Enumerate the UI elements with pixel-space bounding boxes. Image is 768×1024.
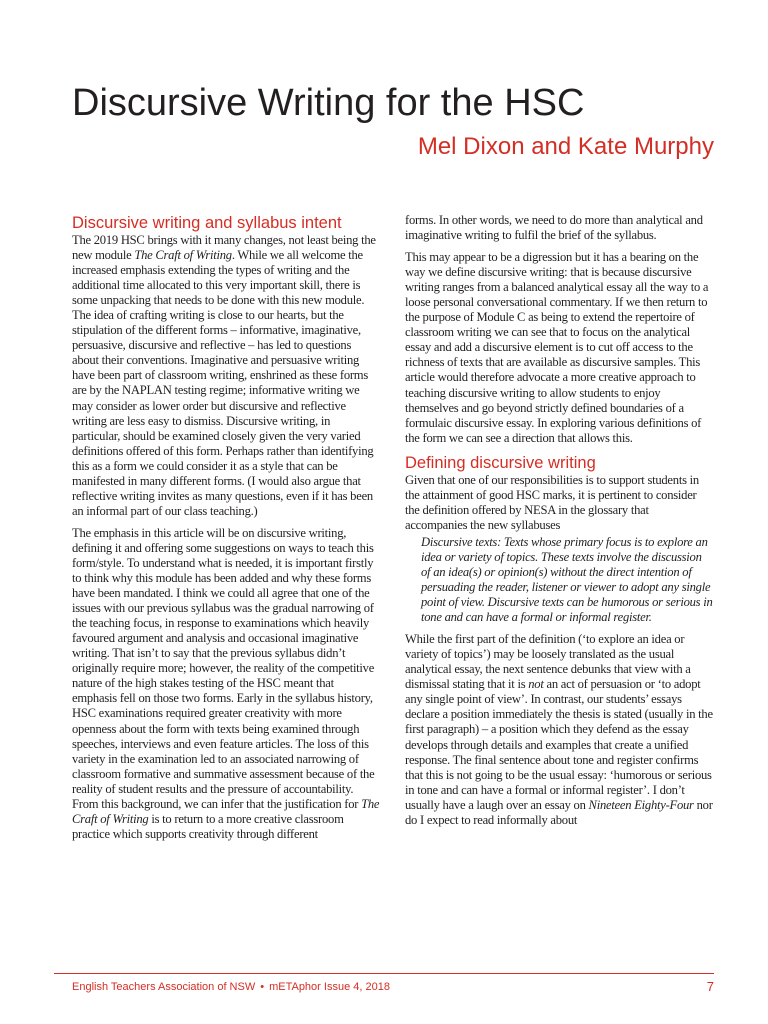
footer-organisation: English Teachers Association of NSW [72,981,256,993]
italic-title: Nineteen Eighty-Four [588,797,694,812]
block-quote: Discursive texts: Texts whose primary focus is to explore an idea or variety of topics. These texts involve the discussion of an idea(s) or opinion(s) without the direct intention of persuading the reader, listener or viewer to adopt any single point of view. Discursive texts can be humorous or serious in tone and can have a formal or informal register. [421,534,713,625]
italic-title: The Craft of Writing [72,796,380,826]
section-heading-defining: Defining discursive writing [405,453,596,472]
section-heading-syllabus-intent: Discursive writing and syllabus intent [72,214,342,232]
left-column [72,213,380,849]
footer-issue: mETAphor Issue 4, 2018 [269,981,390,993]
paragraph: The 2019 HSC brings with it many changes, not least being the new module The Craft of Writing. While we all welcome the increased emphasis extending the types of writing and the additional time allocated to this very important skill, there is some unpacking that needs to be done with this new module. The idea of crafting writing is close to our hearts, but the stipulation of the different forms – informative, imaginative, persuasive, discursive and reflective – has led to questions about their conventions. Imaginative and persuasive writing have been part of classroom writing, enshrined as these forms are by the NAPLAN testing regime; informative writing we may consider as lower order but discursive and reflective writing are less easy to dismiss. Discursive writing, in particular, should be examined closely given the very varied definitions offered of this form. Perhaps rather than identifying this as a form we could consider it as a style that can be manifested in many different forms. (I would also argue that reflective writing invites as many questions, even if it has been an informal part of our class teaching.) [72,233,376,518]
article-title: Discursive Writing for the HSC [72,82,585,124]
paragraph: forms. In other words, we need to do more than analytical and imaginative writing to fulfil the brief of the syllabus. [405,213,703,243]
paragraph: While the first part of the definition (‘to explore an idea or variety of topics’) may be loosely translated as the usual analytical essay, the next sentence debunks that view with a dismissal stating that it is not an act of persuasion or ‘to adopt any single point of view’. In contrast, our students’ essays declare a position immediately the thesis is stated (usually in the first paragraph) – a position which they defend as the essay develops through details and examples that create a unified response. The final sentence about tone and register confirms that this is not going to be the usual essay: ‘humorous or serious in tone and can have a formal or informal register’. I don’t usually have a laugh over an essay on Nineteen Eighty-Four nor do I expect to read informally about [405,632,713,827]
paragraph: The emphasis in this article will be on discursive writing, defining it and offering some suggestions on ways to teach this form/style. To understand what is needed, it is important firstly to think why this module has been added and why these forms have been mandated. I think we could all agree that one of the issues with our previous syllabus was the gradual narrowing of the teaching focus, in response to examinations which heavily favoured argument and analysis and occasional imaginative writing. That isn’t to say that the previous syllabus didn’t originally require more; however, the reality of the competitive nature of the high stakes testing of the HSC meant that emphasis fell on those two forms. Early in the syllabus history, HSC examinations required greater creativity with more openness about the form with texts being examined through speeches, interviews and even feature articles. The loss of this variety in the examination led to an associated narrowing of classroom formative and summative assessment because of the reality of student results and the pressure of accountability. From this background, we can infer that the justification for The Craft of Writing is to return to a more creative classroom practice which supports creativity through different [72,525,380,841]
italic-emphasis: not [528,677,544,692]
right-column [405,213,713,835]
paragraph: Given that one of our responsibilities is to support students in the attainment of good HSC marks, it is pertinent to consider the definition offered by NESA in the glossary that accompanies the new syllabuses [405,472,699,532]
page-number: 7 [706,979,714,994]
article-authors: Mel Dixon and Kate Murphy [417,133,714,160]
footer-separator: • [260,981,265,993]
italic-title: The Craft of Writing [134,248,232,263]
footer [72,980,714,994]
paragraph: This may appear to be a digression but it has a bearing on the way we define discursive writing: that is because discursive writing ranges from a balanced analytical essay all the way to a loose personal conversational commentary. If we then return to the purpose of Module C as being to extend the repertoire of classroom writing we can see that to focus on the analytical essay and add a discursive element is to cut off access to the richness of texts that are available as discursive samples. This article would therefore advocate a more creative approach to teaching discursive writing to allow students to enjoy themselves and go beyond strictly defined boundaries of a formulaic discursive essay. In exploring various definitions of the form we can see a direction that allows this. [405,250,709,445]
footer-rule [54,973,714,974]
